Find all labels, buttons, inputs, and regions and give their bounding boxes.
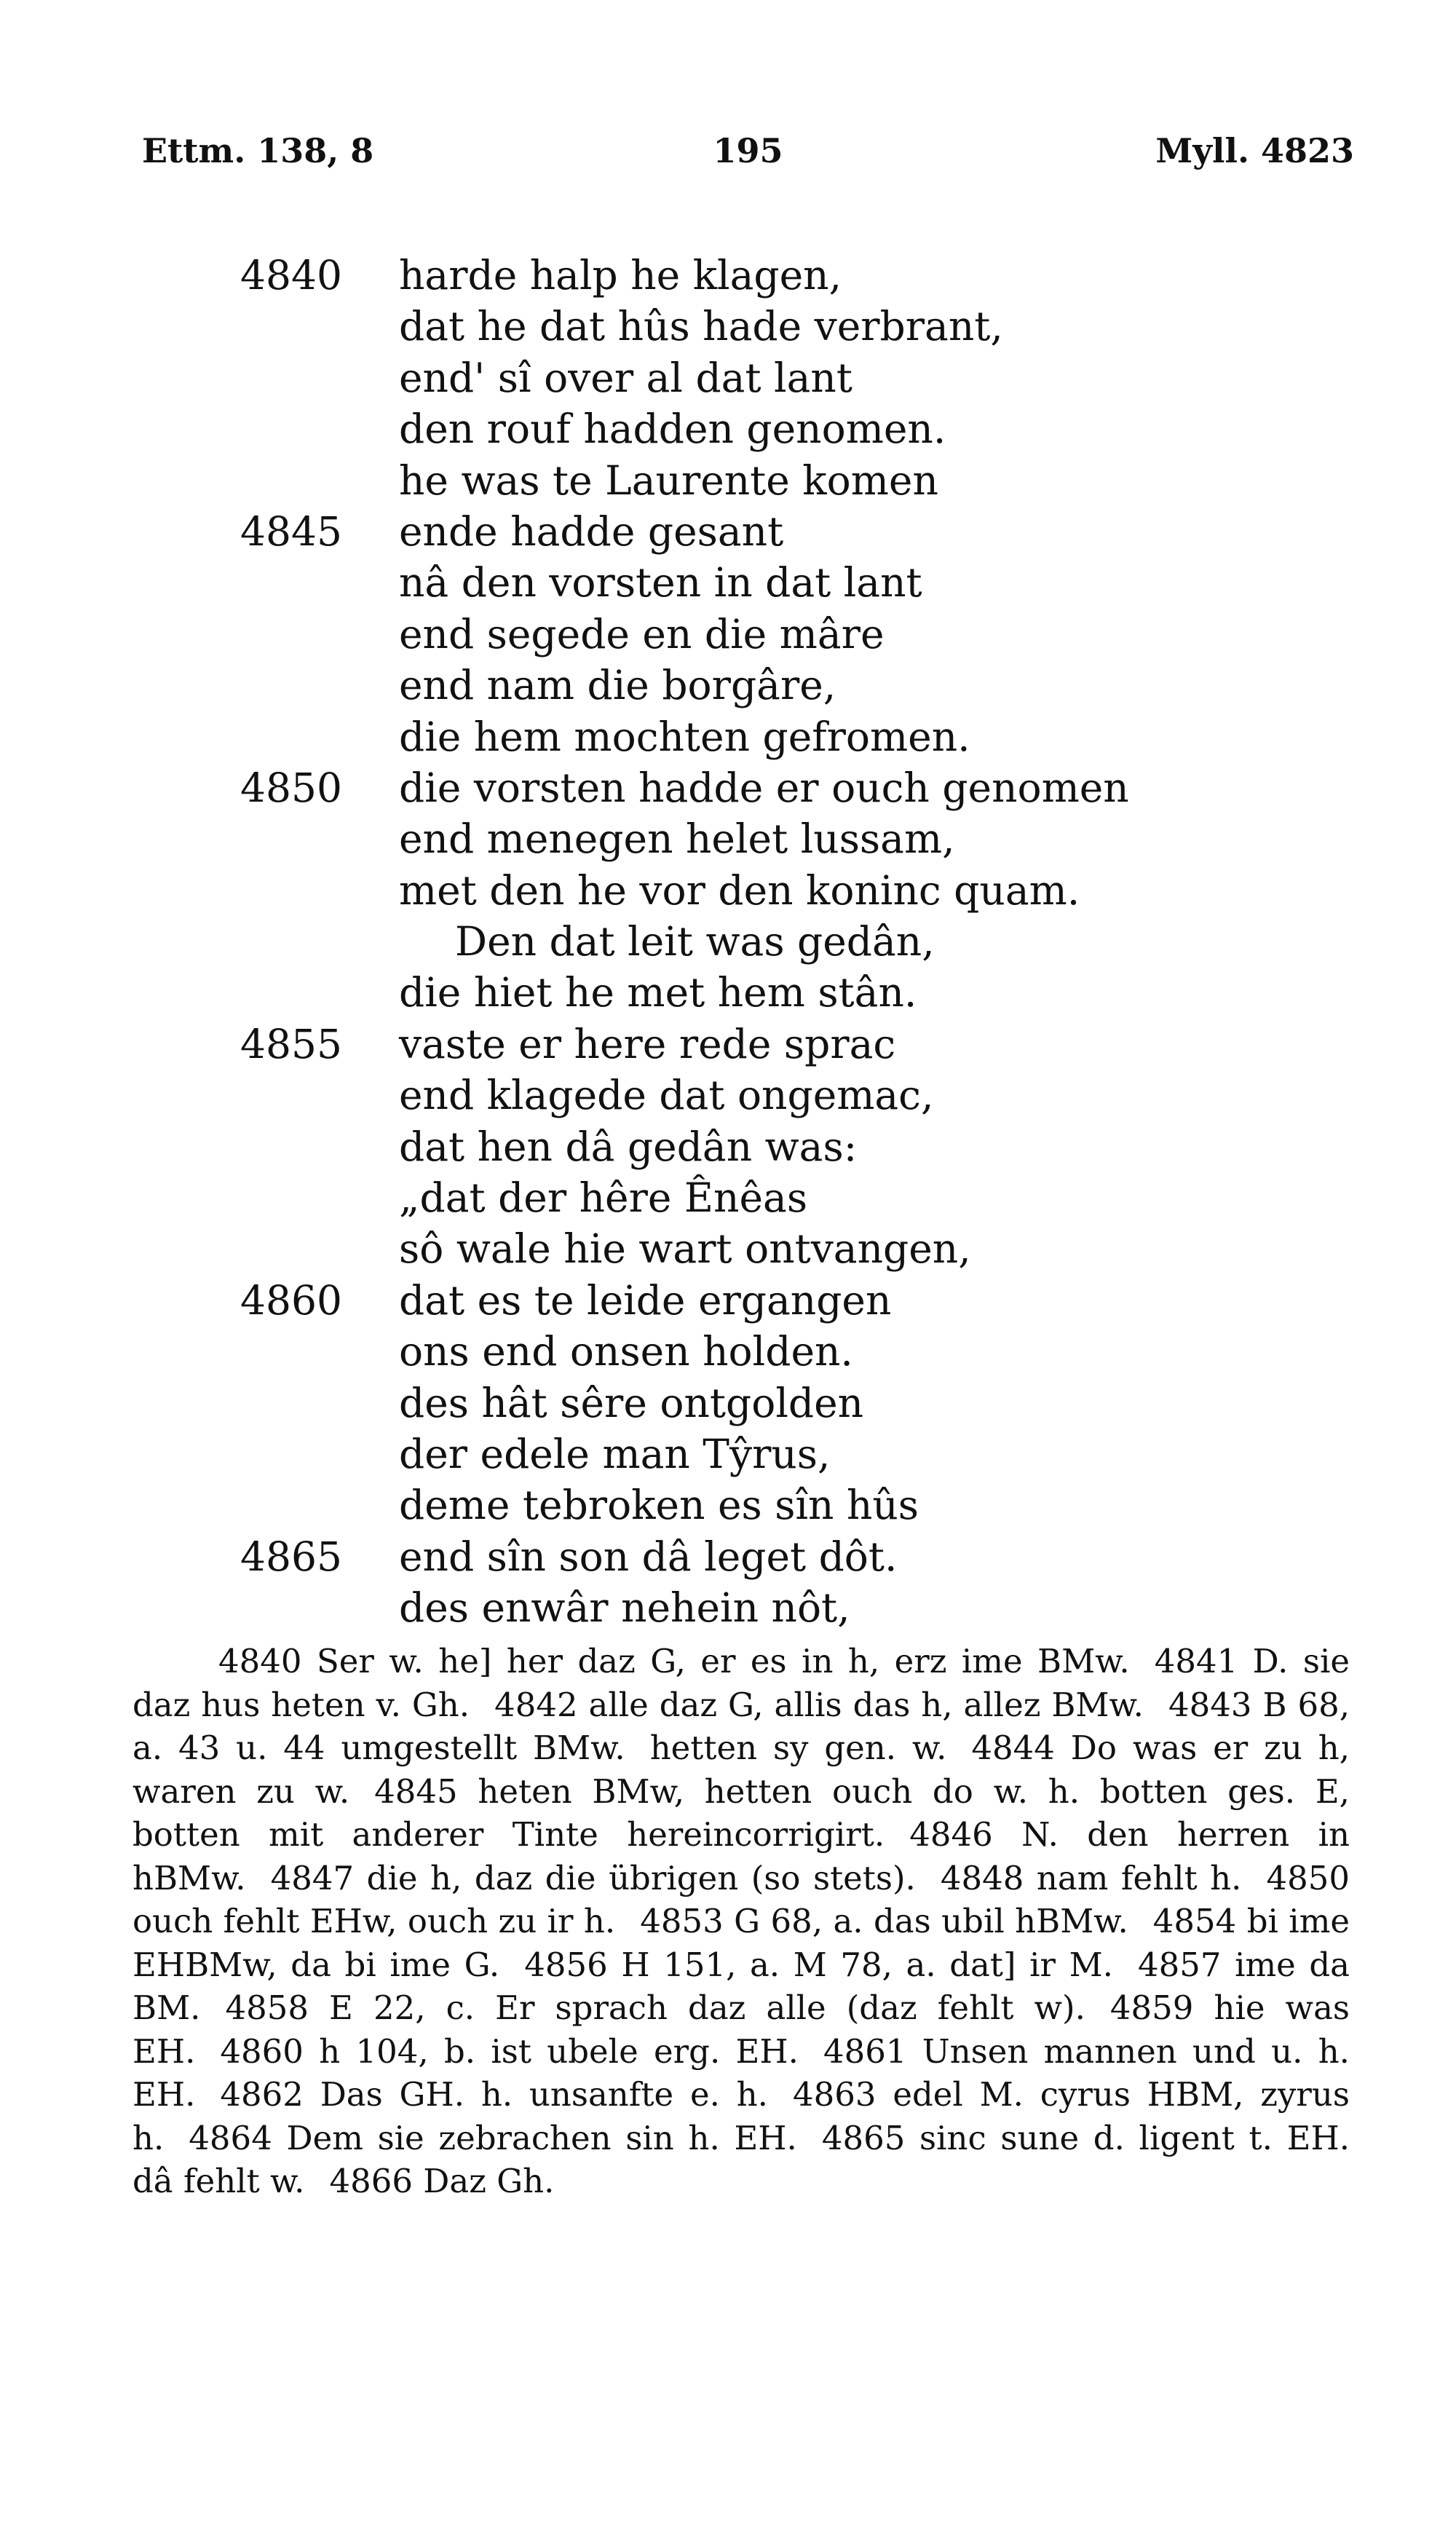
- footnote-entry: 4843 B 68, a. 43 u. 44 umgestellt BMw.: [132, 1685, 1350, 1767]
- verse-line-text: he was te Laurente komen: [399, 457, 938, 504]
- verse-line-text: dat hen dâ gedân was:: [399, 1123, 858, 1170]
- verse-line: [240, 506, 1259, 557]
- line-number: 4855: [240, 1020, 342, 1067]
- verse-line-text: end klagede dat ongemac,: [399, 1072, 934, 1119]
- verse-line-text: harde halp he klagen,: [399, 252, 842, 299]
- footnote-entry: 4865 sinc sune d. ligent t. EH. dâ fehlt w.: [132, 2118, 1350, 2200]
- footnote-entry: 4861 Unsen mannen und u. h. EH.: [132, 2031, 1350, 2114]
- footnote-entry: 4859 hie was EH.: [132, 1988, 1350, 2071]
- line-number: 4840: [240, 252, 342, 299]
- footnote-entry: hetten sy gen. w.: [649, 1729, 947, 1767]
- verse-line-text: sô wale hie wart ontvangen,: [399, 1225, 971, 1273]
- verse-line: [240, 711, 1259, 762]
- verse-line: [240, 865, 1259, 916]
- footnote-entry: 4860 h 104, b. ist ubele erg. EH.: [220, 2031, 799, 2071]
- verse-line-text: ende hadde gesant: [399, 507, 784, 555]
- verse-line: [240, 1326, 1259, 1377]
- verse-line-text: end nam die borgâre,: [399, 662, 836, 709]
- verse-line-text: die vorsten hadde er ouch genomen: [399, 764, 1129, 811]
- footnote-entry: 4850 ouch fehlt EHw, ouch zu ir h.: [132, 1858, 1350, 1940]
- verse-line: [240, 1275, 1259, 1326]
- verse-line-text: met den he vor den koninc quam.: [399, 866, 1080, 914]
- verse-line: [240, 1378, 1259, 1429]
- footnote-entry: 4847 die h, daz die übrigen (so stets).: [270, 1858, 916, 1897]
- footnote-entry: 4840 Ser w. he] her daz G, er es in h, erz ime BMw.: [218, 1642, 1130, 1680]
- verse-line-text: nâ den vorsten in dat lant: [399, 559, 922, 607]
- verse-line-text: deme tebroken es sîn hûs: [399, 1482, 919, 1529]
- verse-line: [240, 301, 1259, 352]
- verse-line: [240, 1070, 1259, 1121]
- verse-line-text: „dat der hêre Ênêas: [399, 1174, 808, 1222]
- critical-apparatus: [132, 1640, 1350, 2203]
- line-number: 4860: [240, 1276, 342, 1324]
- verse-line: [240, 660, 1259, 711]
- footnote-entry: 4856 H 151, a. M 78, a. dat] ir M.: [524, 1945, 1113, 1984]
- footnote-entry: 4854 bi ime EHBMw, da bi ime G.: [132, 1902, 1350, 1984]
- verse-line-text: den rouf hadden genomen.: [399, 406, 946, 453]
- verse-line: [240, 1531, 1259, 1582]
- verse-line: [240, 352, 1259, 403]
- verse-line: [240, 250, 1259, 301]
- verse-line: [240, 1172, 1259, 1223]
- verse-line-text: end menegen helet lussam,: [399, 815, 955, 863]
- line-number: 4850: [240, 764, 342, 811]
- footnote-entry: 4848 nam fehlt h.: [940, 1858, 1242, 1897]
- page-number: 195: [713, 131, 783, 170]
- header-left-reference: Ettm. 138, 8: [142, 131, 374, 170]
- footnote-entry: 4862 Das GH. h. unsanfte e. h.: [220, 2075, 768, 2114]
- verse-line: [240, 455, 1259, 506]
- footnote-entry: 4863 edel M. cyrus HBM, zyrus h.: [132, 2075, 1350, 2157]
- footnote-entry: 4845 heten BMw, hetten ouch do w. h. botten ges. E, botten mit anderer Tinte hereincorrigirt.: [132, 1771, 1350, 1854]
- footnote-entry: 4858 E 22, c. Er sprach daz alle (daz fehlt w).: [225, 1988, 1085, 2027]
- verse-line-text: vaste er here rede sprac: [399, 1020, 896, 1067]
- verse-line-text: dat es te leide ergangen: [399, 1276, 892, 1324]
- verse-line-text: des enwâr nehein nôt,: [399, 1584, 850, 1632]
- verse-line: [240, 1429, 1259, 1480]
- verse-line-text: end' sî over al dat lant: [399, 354, 852, 401]
- verse-line-text: Den dat leit was gedân,: [455, 918, 935, 965]
- footnote-entry: 4846 N. den herren in hBMw.: [132, 1815, 1350, 1897]
- verse-line: [240, 1582, 1259, 1633]
- apparatus-paragraph: [132, 1640, 1350, 2203]
- verse-line-text: end segede en die mâre: [399, 610, 885, 657]
- verse-line-text: ons end onsen holden.: [399, 1328, 853, 1375]
- verse-line: [240, 1223, 1259, 1274]
- verse-line: [240, 813, 1259, 864]
- verse-line: [240, 1480, 1259, 1530]
- line-number: 4845: [240, 507, 342, 555]
- footnote-entry: 4866 Daz Gh.: [329, 2162, 555, 2200]
- verse-line: [240, 1121, 1259, 1172]
- verse-line-text: die hem mochten gefromen.: [399, 713, 970, 760]
- footnote-entry: 4844 Do was er zu h, waren zu w.: [132, 1729, 1350, 1811]
- verse-line: [240, 557, 1259, 608]
- verse-line-text: dat he dat hûs hade verbrant,: [399, 303, 1003, 350]
- verse-line: [240, 1019, 1259, 1070]
- footnote-entry: 4864 Dem sie zebrachen sin h. EH.: [189, 2118, 797, 2157]
- running-head: [142, 131, 1354, 197]
- verse-line: [240, 762, 1259, 813]
- footnote-entry: 4853 G 68, a. das ubil hBMw.: [640, 1902, 1128, 1940]
- header-right-reference: Myll. 4823: [1155, 131, 1354, 170]
- footnote-entry: 4841 D. sie daz hus heten v. Gh.: [132, 1642, 1350, 1724]
- verse-line-text: end sîn son dâ leget dôt.: [399, 1533, 898, 1580]
- verse-line-section-start: [240, 916, 1259, 967]
- line-number: 4865: [240, 1533, 342, 1580]
- verse-line: [240, 403, 1259, 454]
- footnote-entry: 4842 alle daz G, allis das h, allez BMw.: [494, 1685, 1144, 1724]
- verse-line: [240, 609, 1259, 660]
- verse-line-text: der edele man Tŷrus,: [399, 1430, 831, 1477]
- verse-line-text: des hât sêre ontgolden: [399, 1379, 864, 1426]
- verse-line: [240, 967, 1259, 1018]
- footnote-entry: 4857 ime da BM.: [132, 1945, 1350, 2027]
- verse-text: [240, 250, 1259, 1634]
- verse-line-text: die hiet he met hem stân.: [399, 969, 917, 1016]
